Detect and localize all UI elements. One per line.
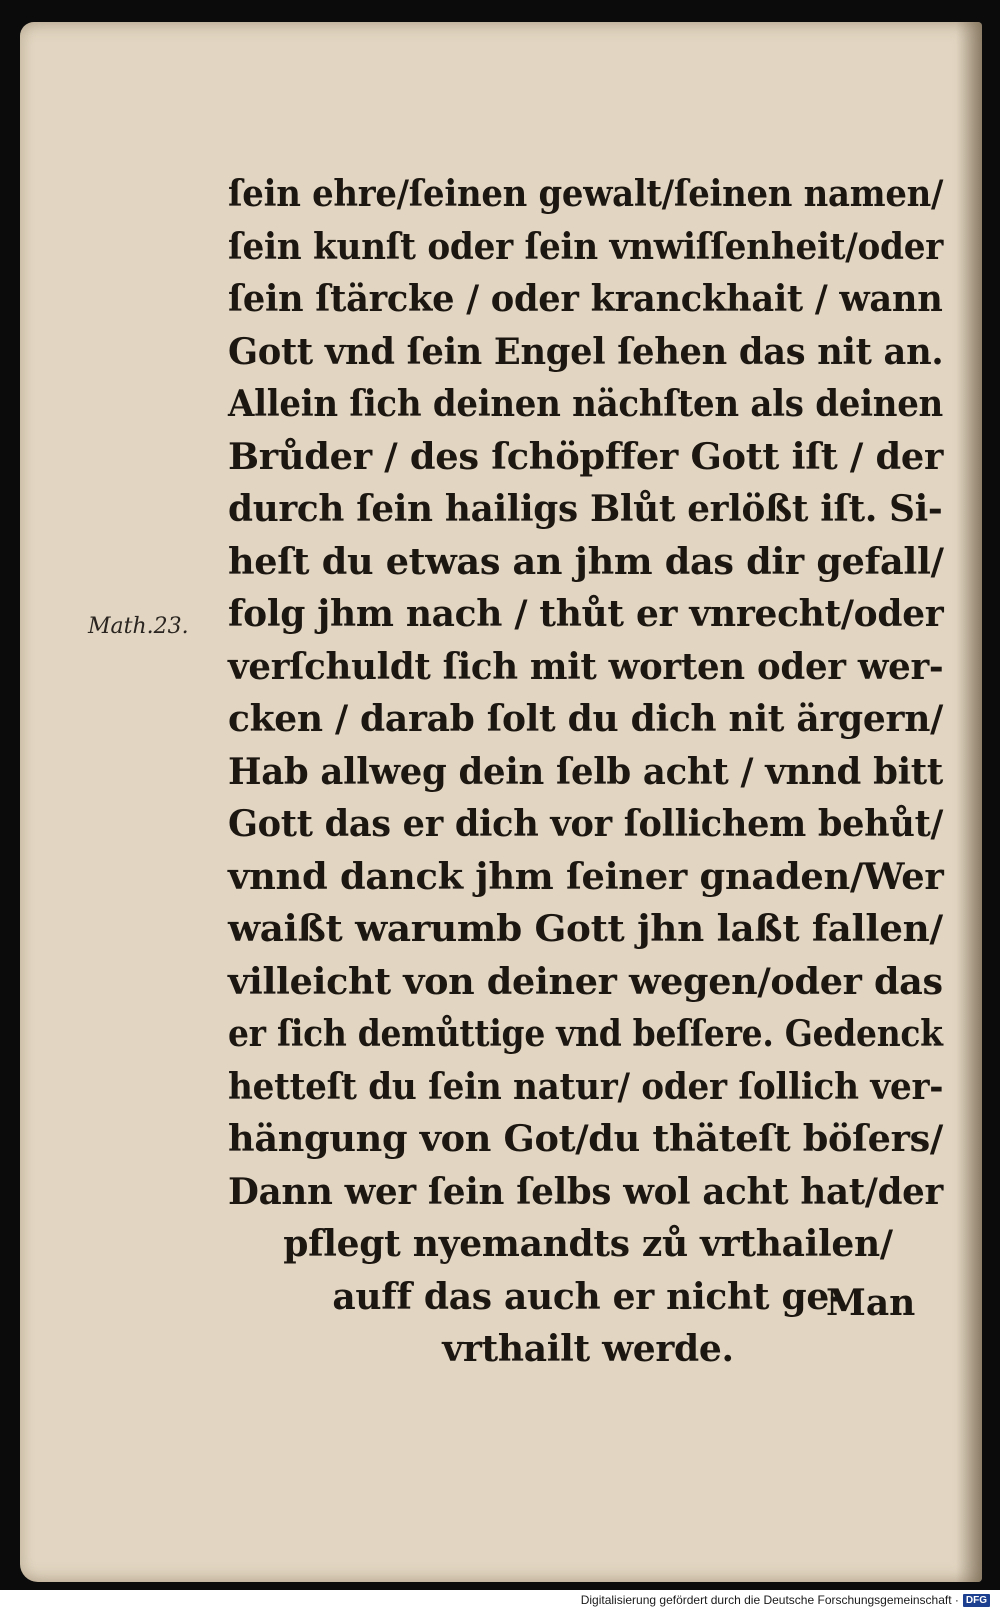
- footer-credit: [580, 1593, 990, 1607]
- text-line: Gott vnd ſein Engel ſehen das nit an.: [228, 330, 944, 373]
- text-line: ſein ehre/ſeinen gewalt/ſeinen namen/: [228, 173, 944, 215]
- text-line: auff das auch er nicht ge‑: [332, 1275, 844, 1318]
- text-line: hängung von Got/du thäteſt böſers/: [228, 1118, 943, 1160]
- text-line: ſein kunſt oder ſein vnwiſſenheit/oder: [228, 225, 944, 268]
- body-text: [228, 168, 948, 1376]
- catchword: Man: [826, 1282, 916, 1324]
- text-line: durch ſein hailigs Blůt erlößt iſt. Si‑: [228, 488, 943, 530]
- text-line: heſt du etwas an jhm das dir gefall/: [228, 540, 944, 583]
- text-line: waißt warumb Gott jhn laßt fallen/: [228, 908, 943, 950]
- text-line: Dann wer ſein ſelbs wol acht hat/der: [228, 1170, 944, 1213]
- text-line: pflegt nyemandts zů vrthailen/: [283, 1223, 893, 1265]
- text-line: Gott das er dich vor ſollichem behůt/: [228, 803, 944, 845]
- text-line: er ſich demůttige vnd beſſere. Gedenck: [228, 1013, 943, 1055]
- dfg-logo: DFG: [963, 1594, 990, 1607]
- text-line: Hab allweg dein ſelb acht / vnnd bitt: [228, 750, 943, 793]
- text-line: vnnd danck jhm ſeiner gnaden/Wer: [228, 855, 944, 898]
- text-line: vrthailt werde.: [442, 1328, 734, 1370]
- text-line: cken / darab ſolt du dich nit ärgern/: [228, 698, 943, 740]
- text-line: villeicht von deiner wegen/oder das: [228, 960, 943, 1003]
- text-line: folg jhm nach / thůt er vnrecht/oder: [228, 593, 944, 635]
- text-line: verſchuldt ſich mit worten oder wer‑: [228, 645, 944, 688]
- funding-credit-text: Digitalisierung gefördert durch die Deutsche Forschungsgemeinschaft ·: [580, 1593, 959, 1607]
- text-line: Brůder / des ſchöpffer Gott iſt / der: [228, 435, 944, 478]
- text-line: hetteſt du ſein natur/ oder ſollich ver‑: [228, 1065, 944, 1108]
- marginal-reference: Math.23.: [88, 614, 189, 639]
- text-line: Allein ſich deinen nächſten als deinen: [228, 383, 944, 425]
- text-line: ſein ſtärcke / oder kranckhait / wann: [228, 278, 943, 320]
